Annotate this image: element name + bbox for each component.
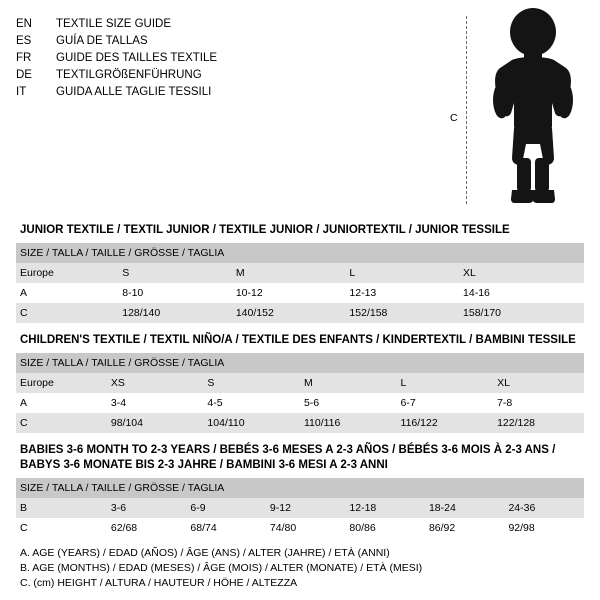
cell: 4-5 — [203, 393, 300, 413]
language-text: GUIDE DES TAILLES TEXTILE — [56, 52, 218, 64]
section-title: JUNIOR TEXTILE / TEXTIL JUNIOR / TEXTILE JUNIOR / JUNIORTEXTIL / JUNIOR TESSILE — [20, 224, 510, 236]
cell: L — [397, 373, 494, 393]
language-code: FR — [16, 52, 32, 64]
table-header-row — [16, 353, 584, 373]
cell: 10-12 — [232, 283, 346, 303]
language-row — [16, 33, 217, 50]
language-list — [16, 14, 217, 101]
cell: 152/158 — [345, 303, 459, 323]
language-text: TEXTILGRÖßENFÜHRUNG — [56, 69, 202, 81]
table-row — [16, 413, 584, 433]
cell: 24-36 — [504, 498, 584, 518]
size-header-label: SIZE / TALLA / TAILLE / GRÖSSE / TAGLIA — [16, 478, 584, 498]
cell: 9-12 — [266, 498, 346, 518]
language-row — [16, 50, 217, 67]
legend-note: C. (cm) HEIGHT / ALTURA / HAUTEUR / HÖHE / ALTEZZA — [20, 577, 298, 589]
cell: XS — [107, 373, 204, 393]
cell: 18-24 — [425, 498, 505, 518]
language-row — [16, 16, 217, 33]
cell: 12-13 — [345, 283, 459, 303]
cell: 86/92 — [425, 518, 505, 538]
legend-note: A. AGE (YEARS) / EDAD (AÑOS) / ÂGE (ANS) / ALTER (JAHRE) / ETÀ (ANNI) — [20, 547, 390, 559]
cell: 68/74 — [186, 518, 266, 538]
row-label: C — [16, 303, 118, 323]
cell: M — [300, 373, 397, 393]
babies-size-table — [16, 478, 584, 538]
section-childrens-textile — [16, 329, 584, 433]
row-label: Europe — [16, 263, 118, 283]
language-code: EN — [16, 18, 32, 30]
cell: 6-7 — [397, 393, 494, 413]
row-label: Europe — [16, 373, 107, 393]
cell: M — [232, 263, 346, 283]
figure-height-label: C — [450, 112, 458, 124]
height-dashed-line — [466, 16, 467, 204]
section-junior-textile — [16, 219, 584, 323]
cell: S — [203, 373, 300, 393]
cell: 128/140 — [118, 303, 232, 323]
child-figure — [448, 8, 588, 204]
table-row — [16, 373, 584, 393]
language-row — [16, 67, 217, 84]
cell: XL — [493, 373, 584, 393]
cell: S — [118, 263, 232, 283]
language-code: DE — [16, 69, 32, 81]
cell: 110/116 — [300, 413, 397, 433]
cell: 14-16 — [459, 283, 584, 303]
size-header-label: SIZE / TALLA / TAILLE / GRÖSSE / TAGLIA — [16, 243, 584, 263]
language-text: GUIDA ALLE TAGLIE TESSILI — [56, 86, 212, 98]
row-label: A — [16, 393, 107, 413]
cell: 158/170 — [459, 303, 584, 323]
language-text: TEXTILE SIZE GUIDE — [56, 18, 172, 30]
cell: 12-18 — [345, 498, 425, 518]
size-header-label: SIZE / TALLA / TAILLE / GRÖSSE / TAGLIA — [16, 353, 584, 373]
table-row — [16, 518, 584, 538]
cell: 98/104 — [107, 413, 204, 433]
cell: 3-6 — [107, 498, 187, 518]
cell: 116/122 — [397, 413, 494, 433]
section-title: CHILDREN'S TEXTILE / TEXTIL NIÑO/A / TEXTILE DES ENFANTS / KINDERTEXTIL / BAMBINI TESSILE — [20, 334, 576, 346]
cell: 104/110 — [203, 413, 300, 433]
table-header-row — [16, 478, 584, 498]
cell: L — [345, 263, 459, 283]
table-row — [16, 283, 584, 303]
legend-notes — [16, 538, 584, 591]
cell: 74/80 — [266, 518, 346, 538]
table-row — [16, 303, 584, 323]
table-row — [16, 263, 584, 283]
row-label: B — [16, 498, 107, 518]
cell: 3-4 — [107, 393, 204, 413]
table-row — [16, 393, 584, 413]
cell: 6-9 — [186, 498, 266, 518]
cell: 80/86 — [345, 518, 425, 538]
table-header-row — [16, 243, 584, 263]
language-text: GUÍA DE TALLAS — [56, 35, 148, 47]
cell: XL — [459, 263, 584, 283]
cell: 8-10 — [118, 283, 232, 303]
child-silhouette-icon — [478, 8, 588, 204]
legend-note: B. AGE (MONTHS) / EDAD (MESES) / ÂGE (MOIS) / ALTER (MONATE) / ETÀ (MESI) — [20, 562, 423, 574]
language-code: ES — [16, 35, 32, 47]
children-size-table — [16, 353, 584, 433]
cell: 122/128 — [493, 413, 584, 433]
row-label: C — [16, 518, 107, 538]
row-label: C — [16, 413, 107, 433]
section-title: BABIES 3-6 MONTH TO 2-3 YEARS / BEBÉS 3-6 MESES A 2-3 AÑOS / BÉBÉS 3-6 MOIS À 2-3 ANS / BABYS 3-6 MONATE BIS 2-3 JAHRE / BAMBINI 3-6 MESI A 2-3 ANNI — [20, 444, 556, 471]
cell: 92/98 — [504, 518, 584, 538]
cell: 7-8 — [493, 393, 584, 413]
junior-size-table — [16, 243, 584, 323]
row-label: A — [16, 283, 118, 303]
table-row — [16, 498, 584, 518]
language-code: IT — [16, 86, 27, 98]
section-babies-textile — [16, 439, 584, 538]
cell: 140/152 — [232, 303, 346, 323]
cell: 5-6 — [300, 393, 397, 413]
cell: 62/68 — [107, 518, 187, 538]
language-row — [16, 84, 217, 101]
